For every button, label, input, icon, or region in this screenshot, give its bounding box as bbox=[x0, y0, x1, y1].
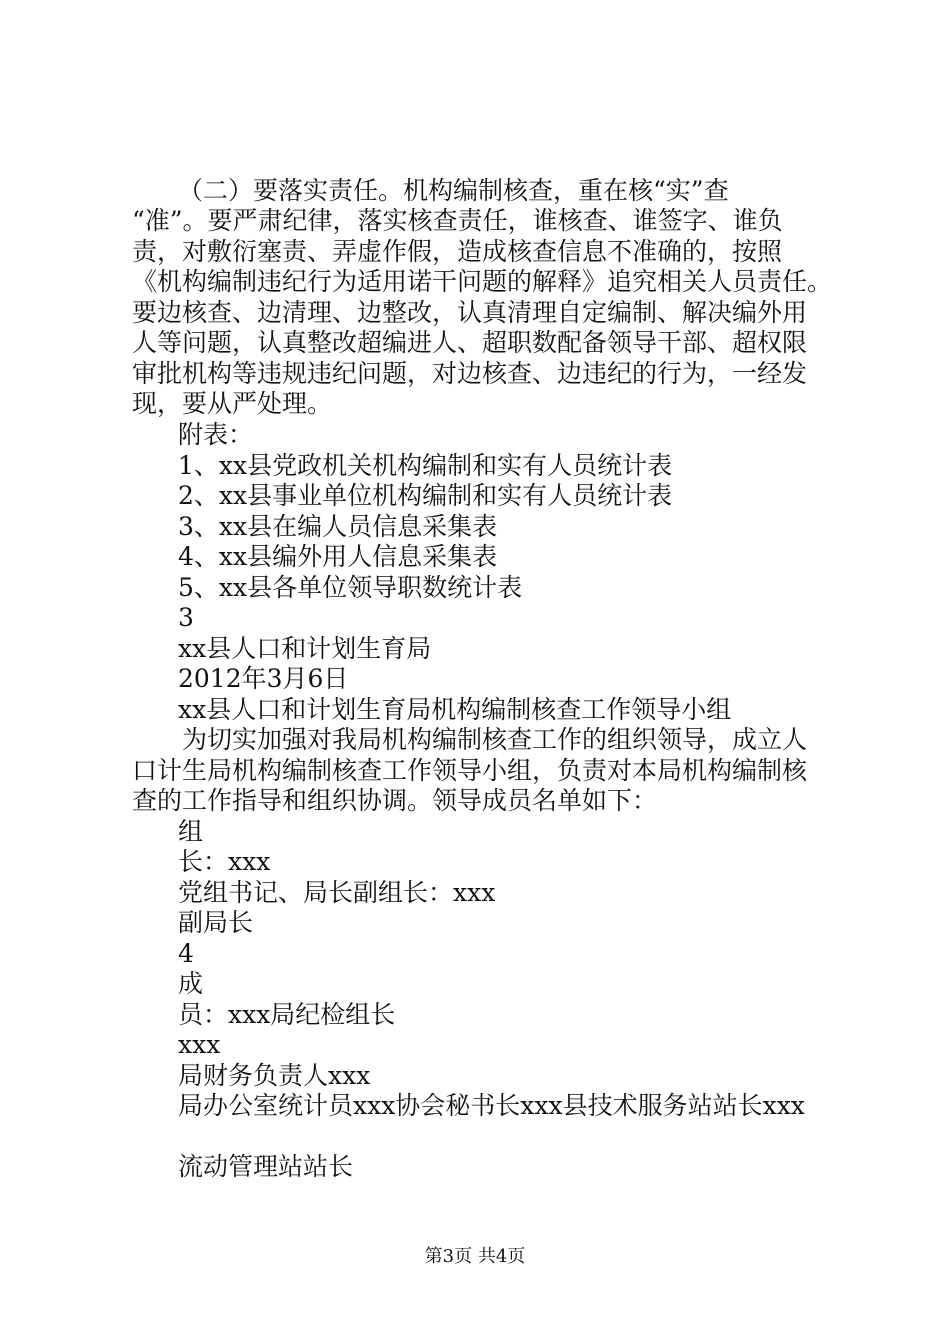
issue-date: 2012年3月6日 bbox=[178, 664, 349, 693]
paragraph2-line-1 bbox=[132, 725, 832, 755]
group-title: xx县人口和计划生育局机构编制核查工作领导小组 bbox=[178, 695, 732, 724]
member-cheng: 成 bbox=[178, 969, 204, 998]
attachments-label: 附表： bbox=[178, 420, 254, 449]
paragraph1-line-1-text: （二）要落实责任。机构编制核查，重在核“实”查 bbox=[178, 176, 729, 205]
member-mobile: 流动管理站站长 bbox=[178, 1152, 354, 1181]
attachment-item-5: 5、xx县各单位领导职数统计表 bbox=[178, 573, 523, 602]
page-number-4: 4 bbox=[178, 939, 194, 968]
page-number-3: 3 bbox=[178, 603, 194, 632]
member-finance: 局财务负责人xxx bbox=[178, 1061, 371, 1090]
member-yuan: 员：xxx局纪检组长 bbox=[178, 1000, 396, 1029]
paragraph1-line-7: 审批机构等违规违纪问题，对边核查、边违纪的行为，一经发 bbox=[132, 359, 808, 388]
member-office: 局办公室统计员xxx协会秘书长xxx县技术服务站站长xxx bbox=[178, 1091, 805, 1120]
paragraph1-line-8: 现，要从严处理。 bbox=[132, 389, 333, 418]
paragraph1-line-3: 责，对敷衍塞责、弄虚作假，造成核查信息不准确的，按照 bbox=[132, 237, 783, 266]
member-xxx: xxx bbox=[178, 1030, 221, 1059]
paragraph2-line-3: 查的工作指导和组织协调。领导成员名单如下： bbox=[132, 786, 658, 815]
paragraph2-line-1-text: 为切实加强对我局机构编制核查工作的组织领导，成立人 bbox=[182, 725, 808, 754]
member-deputy: 副局长 bbox=[178, 908, 254, 937]
paragraph1-line-5: 要边核查、边清理、边整改，认真清理自定编制、解决编外用 bbox=[132, 298, 808, 327]
page-footer: 第3页 共4页 bbox=[424, 1246, 526, 1267]
attachment-item-1: 1、xx县党政机关机构编制和实有人员统计表 bbox=[178, 451, 673, 480]
attachment-item-2: 2、xx县事业单位机构编制和实有人员统计表 bbox=[178, 481, 673, 510]
attachment-item-4: 4、xx县编外用人信息采集表 bbox=[178, 542, 498, 571]
paragraph1-line-4: 《机构编制违纪行为适用诺干问题的解释》追究相关人员责任。 bbox=[132, 267, 833, 296]
paragraph1-line-1 bbox=[132, 176, 832, 206]
attachment-item-3: 3、xx县在编人员信息采集表 bbox=[178, 512, 498, 541]
paragraph1-line-6: 人等问题，认真整改超编进人、超职数配备领导干部、超权限 bbox=[132, 328, 808, 357]
member-secretary: 党组书记、局长副组长：xxx bbox=[178, 878, 496, 907]
paragraph1-line-2: “准”。要严肃纪律，落实核查责任，谁核查、谁签字、谁负 bbox=[132, 206, 783, 235]
member-zhang: 长：xxx bbox=[178, 847, 271, 876]
member-zu: 组 bbox=[178, 817, 204, 846]
paragraph2-line-2: 口计生局机构编制核查工作领导小组，负责对本局机构编制核 bbox=[132, 756, 808, 785]
issuer: xx县人口和计划生育局 bbox=[178, 634, 432, 663]
